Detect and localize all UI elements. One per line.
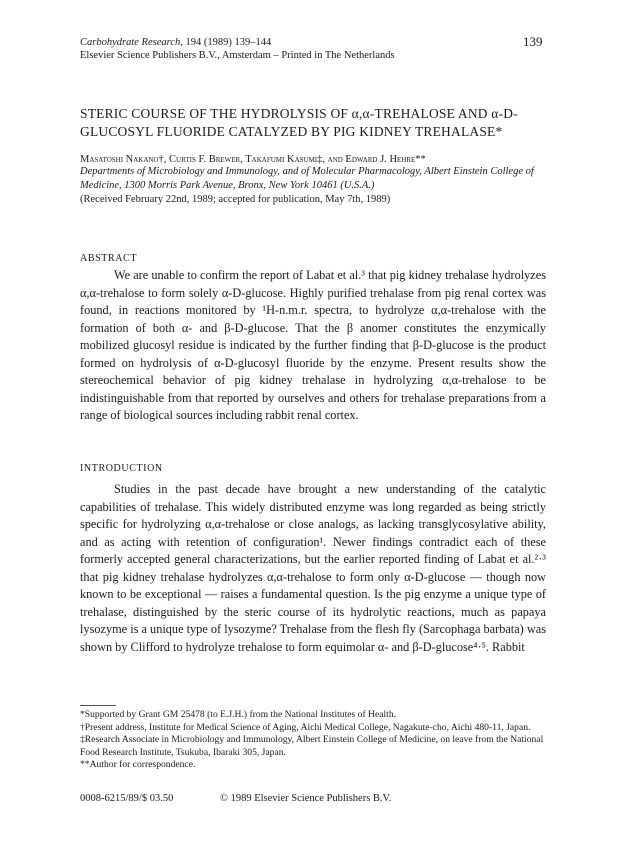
copyright-notice: © 1989 Elsevier Science Publishers B.V. bbox=[220, 793, 392, 804]
footnotes bbox=[80, 709, 552, 772]
author-list: Masatoshi Nakano†, Curtis F. Brewer, Takafumi Kasumi‡, and Edward J. Hehre** bbox=[80, 154, 426, 165]
affiliation: Departments of Microbiology and Immunology, and of Molecular Pharmacology, Albert Einstein College of Medicine, 1300 Morris Park Avenue, Bronx, New York 10461 (U.S.A.) bbox=[80, 166, 534, 191]
page-number: 139 bbox=[523, 34, 543, 49]
title-line-1: STERIC COURSE OF THE HYDROLYSIS OF α,α-TREHALOSE AND α-D- bbox=[80, 106, 518, 121]
journal-citation: , 194 (1989) 139–144 bbox=[180, 37, 272, 48]
introduction-heading: INTRODUCTION bbox=[80, 463, 163, 474]
issn-code: 0008-6215/89/$ 03.50 bbox=[80, 793, 174, 804]
abstract-text: We are unable to confirm the report of Labat et al.³ that pig kidney trehalase hydrolyzes α,α-trehalose to form solely α-D-glucose. Highly purified trehalase from pig renal cortex was found, in reactions monitored by ¹H-n.m.r. spectra, to hydrolyze α,α-trehalose with the formation of both α- and β-D-glucose. That the β anomer constitutes the enzymically mobilized glucosyl residue is indicated by the further finding that β-D-glucose is the product formed on hydrolysis of α-D-glucosyl fluoride by the enzyme. Present results show the stereochemical behavior of pig kidney trehalase in hydrolyzing α,α-trehalose to be indistinguishable from that reported by ourselves and others for trehalase preparations from a range of biological sources including rabbit renal cortex. bbox=[80, 268, 546, 422]
publisher-line: Elsevier Science Publishers B.V., Amsterdam – Printed in The Netherlands bbox=[80, 50, 395, 61]
footnote-grant: *Supported by Grant GM 25478 (to E.J.H.) from the National Institutes of Health. bbox=[80, 709, 397, 720]
footnote-correspondence: **Author for correspondence. bbox=[80, 759, 196, 771]
title-line-2: GLUCOSYL FLUORIDE CATALYZED BY PIG KIDNEY TREHALASE* bbox=[80, 124, 503, 139]
running-header bbox=[80, 36, 395, 62]
abstract-heading: ABSTRACT bbox=[80, 253, 138, 264]
journal-name: Carbohydrate Research bbox=[80, 37, 181, 48]
article-title bbox=[80, 105, 550, 141]
footnote-present-address: †Present address, Institute for Medical Science of Aging, Aichi Medical College, Nagakute-cho, Aichi 480-11, Japan. bbox=[80, 721, 531, 733]
footnote-research-associate: ‡Research Associate in Microbiology and Immunology, Albert Einstein College of Medicine, on leave from the National Food Research Institute, Tsukuba, Ibaraki 305, Japan. bbox=[80, 734, 544, 758]
introduction-text: Studies in the past decade have brought a new understanding of the catalytic capabilities of trehalase. This widely distributed enzyme was long regarded as being strictly specific for hydrolyzing α,α-trehalose or close analogs, as lacking transglycosylative ability, and as acting with retention of configuration¹. Newer findings contradict each of these formerly accepted general characterizations, but the earlier reported finding of Labat et al.²·³ that pig kidney trehalase hydrolyzes α,α-trehalose to form only α-D-glucose — though now known to be exceptional — raises a fundamental question. Is the pig enzyme a unique type of trehalase, distinguished by the steric course of its hydrolytic reactions, much as papaya lysozyme is a unique type of lysozyme? Trehalase from the flesh fly (Sarcophaga barbata) was shown by Clifford to hydrolyze trehalose to form equimolar α- and β-D-glucose⁴·⁵. Rabbit bbox=[80, 482, 546, 654]
received-dates: (Received February 22nd, 1989; accepted for publication, May 7th, 1989) bbox=[80, 194, 391, 205]
footnote-rule bbox=[80, 705, 116, 706]
